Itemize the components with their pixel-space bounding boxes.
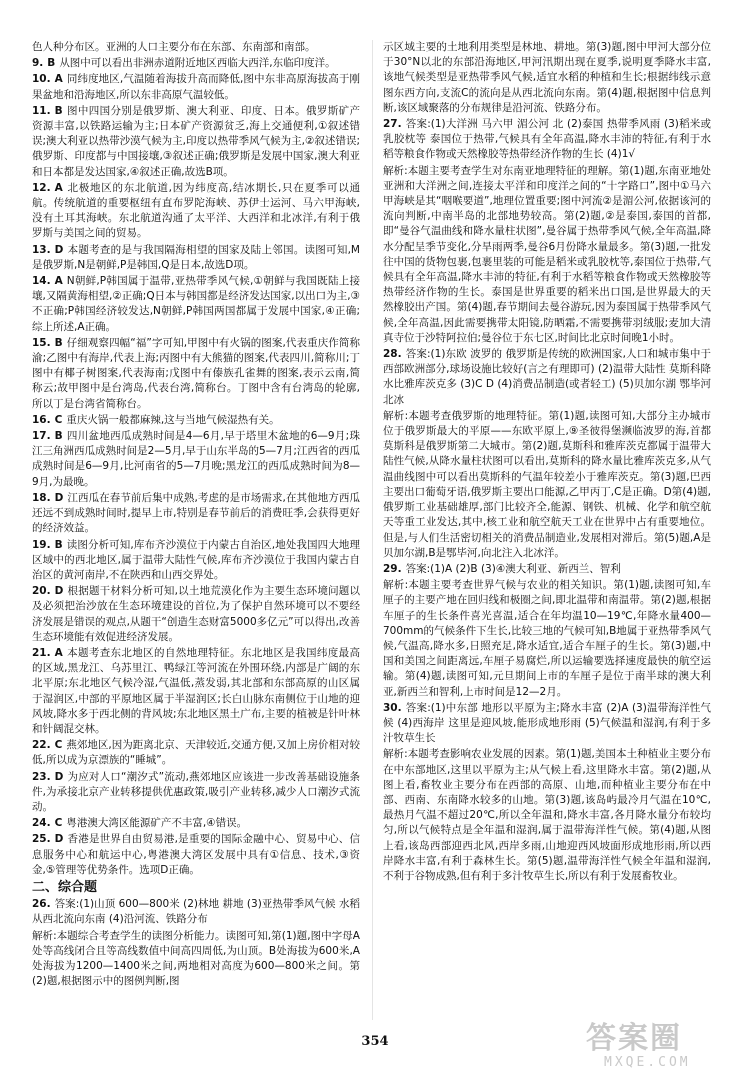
answer-item (32, 56, 360, 71)
question-number: 23. (32, 770, 51, 783)
answer-item (32, 897, 360, 927)
answer-choice: B (54, 538, 63, 551)
answer-item (383, 578, 711, 700)
answer-item (383, 409, 711, 561)
explanation-text: 解析:本题考查俄罗斯的地理特征。第(1)题,读图可知,大部分主办城市位于俄罗斯最大的平原——东欧平原上,⑨圣彼得堡濒临波罗的海,首都莫斯科是俄罗斯第二大城市。第(2)题,莫斯科和雅库茨克都属于温带大陆性气候,从降水量柱状图可以看出,莫斯科的降水量比雅库茨克多,从气温曲线图中可以看出莫斯科的气温年较差小于雅库茨克。第(3)题,巴西主要出口葡萄牙语,俄罗斯主要出口能源,乙甲丙丁,C是正确。D第(4)题,俄罗斯工业基础雄厚,部门比较齐全,能源、钢铁、机械、化学和航空航天等重工业发达,其中,核工业和航空航天工业在世界中占有重要地位。但是,与人们生活密切相关的消费品制造业,发展相对滞后。第(5)题,A是贝加尔湖,B是鄂毕河,向北注入北冰洋。 (383, 409, 711, 559)
answer-item (32, 72, 360, 102)
answer-item (32, 770, 360, 816)
explanation-text: 香港是世界自由贸易港,是重要的国际金融中心、贸易中心、信息服务中心和航运中心,粤港澳大湾区发展中具有①信息、技术,③资金,⑤管理等优势条件。选项D正确。 (32, 833, 360, 876)
explanation-text: 答案:(1)东欧 波罗的 俄罗斯是传统的欧洲国家,人口和城市集中于西部欧洲部分,球场设施比较好(言之有理即可) (2)温带大陆性 莫斯科降水比雅库茨克多 (3)C D (4)消费品制造(或者轻工) (5)贝加尔湖 鄂毕河 北冰 (383, 348, 711, 406)
question-number: 18. (32, 491, 51, 504)
answer-item (383, 347, 711, 408)
answer-item (32, 429, 360, 490)
answer-choice: C (54, 817, 63, 830)
explanation-text: 读图分析可知,库布齐沙漠位于内蒙古自治区,地处我国四大地理区域中的西北地区,属于温带大陆性气候,库布齐沙漠位于我国内蒙古自治区的黄河南岸,不在陕西和山西交界处。 (32, 538, 360, 581)
question-number: 26. (32, 898, 51, 911)
watermark-sub-text: MXQE.COM (604, 1055, 691, 1070)
question-number: 14. (32, 275, 51, 288)
answer-choice: A (54, 181, 63, 194)
answer-choice: C (54, 413, 63, 426)
question-number: 30. (383, 701, 402, 714)
watermark-main-text: 答案圈 (586, 1021, 682, 1056)
answer-item (32, 413, 360, 428)
explanation-text: 解析:本题主要考查世界气候与农业的相关知识。第(1)题,读图可知,车厘子的主要产地在回归线和极圈之间,即北温带和南温带。第(2)题,根据车厘子的生长条件喜光喜温,适合在年均温10—19℃,年降水量400—700mm的气候条件下生长,比较三地的气候可知,B地属于亚热带季风气候,气温高,降水多,日照充足,降水适宜,适合车厘子的生长。第(3)题,中国和美国之间距离远,车厘子易腐烂,所以运输要选择速度最快的航空运输。第(4)题,读图可知,元旦期间上市的车厘子是位于南半球的澳大利亚,新西兰和智利,上市时间是12—2月。 (383, 579, 711, 698)
answer-item (32, 584, 360, 645)
answer-choice: A (54, 73, 63, 86)
answer-item (32, 646, 360, 737)
answer-choice: D (54, 491, 64, 504)
answer-item (383, 747, 711, 884)
answer-item (32, 538, 360, 584)
section-heading: 二、综合题 (32, 879, 98, 895)
answer-item (32, 491, 360, 537)
explanation-text: 解析:本题考查影响农业发展的因素。第(1)题,美国本土种植业主要分布在中东部地区,这里以平原为主;从气候上看,这里降水丰富。第(2)题,从图上看,畜牧业主要分布在西部的高原、山地,而种植业主要分布在中部、西南、东南降水较多的山地。第(3)题,该岛屿最冷月气温在10℃,最热月气温不超过20℃,所以全年温和,降水丰富,各月降水量分布较均匀,所以气候特点是全年温和湿润,属于温带海洋性气候。第(4)题,从图上看,该岛西部迎西北风,西岸多雨,山地迎西风坡面形成地形雨,所以西岸降水丰富,有利于森林生长。第(5)题,温带海洋性气候全年温和湿润,不利于谷物成熟,但有利于多汁牧草生长,所以有利于发展畜牧业。 (383, 748, 711, 882)
answer-item (32, 832, 360, 878)
explanation-text: 答案:(1)山顶 600—800米 (2)林地 耕地 (3)亚热带季风气候 水稻 从西北流向东南 (4)沿河流、铁路分布 (32, 898, 360, 926)
explanation-text: 同纬度地区,气温随着海拔升高而降低,图中东非高原海拔高于刚果盆地和沿海地区,所以东非高原气温较低。 (32, 73, 360, 101)
question-number: 13. (32, 243, 51, 256)
explanation-text: 燕郊地区,因为距离北京、天津较近,交通方便,又加上房价相对较低,所以成为京漂族的“睡城”。 (32, 739, 360, 767)
answer-choice: B (54, 336, 63, 349)
answer-item (32, 738, 360, 768)
answer-choice: D (54, 833, 64, 846)
question-number: 15. (32, 336, 51, 349)
question-number: 17. (32, 430, 51, 443)
watermark-logo (586, 1022, 738, 1072)
answer-choice: B (54, 104, 63, 117)
question-number: 28. (383, 348, 402, 361)
left-column (32, 40, 360, 990)
question-number: 19. (32, 538, 51, 551)
explanation-text: 江西瓜在春节前后集中成熟,考虑的是市场需求,在其他地方西瓜还远不到成熟时间时,提早上市,特别是春节前后的消费旺季,会获得更好的经济效益。 (32, 491, 360, 535)
answer-choice: D (54, 243, 64, 256)
question-number: 11. (32, 104, 51, 117)
explanation-text: 答案:(1)大洋洲 马六甲 湄公河 北 (2)泰国 热带季风雨 (3)稻米或乳胶枕等 泰国位于热带,气候具有全年高温,降水丰沛的特征,有利于水稻等粮食作物或天然橡胶等热带经济作物的生长 (4)1√ (383, 118, 711, 161)
explanation-text: 本题考查东北地区的自然地理特征。东北地区是我国纬度最高的区域,黑龙江、乌苏里江、鸭绿江等河流在外围环绕,内部是广阔的东北平原;东北地区气候冷湿,气温低,蒸发弱,其北部和东部高原的山区属于湿润区,中部的平原地区属于半湿润区;长白山脉东南侧位于山地的迎风坡,降水多于西北侧的背风坡;东北地区黑土广布,主要的植被是针叶林和针阔混交林。 (32, 646, 360, 735)
explanation-text: 本题考查的是与我国隔海相望的国家及陆上邻国。读图可知,M是俄罗斯,N是朝鲜,P是韩国,Q是日本,故选D项。 (32, 243, 360, 271)
question-number: 22. (32, 739, 51, 752)
explanation-text: 从图中可以看出非洲赤道附近地区西临大西洋,东临印度洋。 (59, 57, 336, 70)
explanation-text: 解析:本题综合考查学生的读图分析能力。读图可知,第(1)题,图中字母A处等高线闭合且等高线数值中间高四周低,为山顶。B处海拔为600米,A处海拔为1200—1400米之间,两地相对高度为600—800米之间。第(2)题,根据图示中的图例判断,图 (32, 929, 360, 988)
question-number: 25. (32, 833, 51, 846)
question-number: 29. (383, 562, 402, 575)
answer-item (32, 929, 360, 990)
question-number: 10. (32, 73, 51, 86)
answer-item (32, 104, 360, 180)
explanation-text: 色人种分布区。亚洲的人口主要分布在东部、东南部和南部。 (32, 41, 316, 53)
explanation-text: 四川盆地西瓜成熟时间是4—6月,早于塔里木盆地的6—9月;珠江三角洲西瓜成熟时间是2—5月,早于山东半岛的5—7月;江西省的西瓜成熟时间是6—9月,比河南省的5—7月晚;黑龙江的西瓜成熟时间为8—9月,为最晚。 (32, 430, 360, 488)
question-number: 12. (32, 181, 51, 194)
answer-choice: B (54, 430, 63, 443)
explanation-text: 解析:本题主要考查学生对东南亚地理特征的理解。第(1)题,东南亚地处亚洲和大洋洲之间,连接太平洋和印度洋之间的“十字路口”,图中①马六甲海峡是其“咽喉要道”,地理位置重要;图中河流②是湄公河,依据该河的流向判断,中南半岛的北部地势较高。第(2)题,②是泰国,泰国的首都,即“曼谷气温曲线和降水量柱状图”,曼谷属于热带季风气候,全年高温,降水分配呈季节变化,分旱雨两季,曼谷6月份降水量最多。第(3)题,一批发往中国的货物包裹,包裹里装的可能是稻米或乳胶枕等,泰国位于热带,气候具有全年高温,降水丰沛的特征,有利于水稻等粮食作物或天然橡胶等热带经济作物的生长。泰国是世界重要的稻米出口国,是世界最大的天然橡胶出产国。第(4)题,春节期间去曼谷游玩,因为泰国属于热带季风气候,全年高温,因此需要携带太阳镜,防晒霜,不需要携带羽绒服;麦加大清真寺位于沙特阿拉伯;曼谷位于东七区,时间比北京时间晚1小时。 (383, 164, 711, 344)
question-number: 27. (383, 118, 402, 131)
answer-choice: D (54, 585, 64, 598)
explanation-text: 仔细观察四幅“福”字可知,甲图中有火锅的图案,代表重庆作简称渝;乙图中有海岸,代表上海;丙图中有大熊猫的图案,代表四川,简称川;丁图中有椰子树图案,代表海南;戊图中有傣族孔雀舞的图案,表示云南,简称云;故甲图中是台湾岛,代表台湾,简称台。丁图中含有台湾岛的轮廓,所以丁是台湾省简称台。 (32, 336, 360, 410)
column-divider (372, 40, 373, 1020)
explanation-text: 答案:(1)中东部 地形以平原为主;降水丰富 (2)A (3)温带海洋性气候 (4)西海岸 这里是迎风坡,能形成地形雨 (5)气候温和湿润,有利于多汁牧草生长 (383, 701, 711, 745)
question-number: 9. (32, 57, 44, 70)
explanation-text: 示区域主要的土地利用类型是林地、耕地。第(3)题,图中甲河大部分位于30°N以北的东部沿海地区,甲河汛期出现在夏季,说明夏季降水丰富,该地气候类型是亚热带季风气候,适宜水稻的种植和生长;根据纬线示意图东西方向,支流C的流向是从西北流向东南。第(4)题,根据图中信息判断,该区域聚落的分布规律是沿河流、铁路分布。 (383, 41, 711, 114)
question-number: 24. (32, 817, 51, 830)
answer-item (32, 816, 360, 831)
explanation-text: 北极地区的东北航道,因为纬度高,结冰期长,只在夏季可以通航。传统航道的重要枢纽有直布罗陀海峡、苏伊士运河、马六甲海峡,没有土耳其海峡。东北航道沟通了太平洋、大西洋和北冰洋,有利于俄罗斯与美国之间的贸易。 (32, 181, 360, 240)
answer-item (383, 701, 711, 747)
answer-choice: C (54, 739, 63, 752)
answer-choice: B (47, 57, 56, 70)
answer-item (32, 243, 360, 273)
answer-choice: A (54, 275, 63, 288)
explanation-text: 答案:(1)A (2)B (3)④澳大利亚、新西兰、智利 (405, 562, 621, 575)
answer-item (383, 117, 711, 163)
explanation-text: N朝鲜,P韩国属于温带,亚热带季风气候,①朝鲜与我国既陆上接壤,又隔黄海相望,②正确;Q日本与韩国都是经济发达国家,以出口为主,③不正确;P韩国经济较发达,N朝鲜,P韩国两国都属于发展中国家,④正确;综上所述,A正确。 (32, 275, 360, 333)
explanation-text: 粤港澳大湾区能源矿产不丰富,④错误。 (66, 817, 248, 830)
question-number: 16. (32, 413, 51, 426)
answer-choice: D (54, 770, 64, 783)
explanation-text: 根据题干材料分析可知,以土地荒漠化作为主要生态环境问题以及必须把治沙放在生态环境建设的首位,为了保护自然环境可以不要经济发展是错误的观点,从题干“创造生态财富5000多亿元”可以得出,改善生态环境能有效促进经济发展。 (32, 585, 360, 643)
explanation-text: 重庆火锅一般都麻辣,这与当地气候湿热有关。 (66, 413, 280, 426)
page-number: 354 (361, 1034, 389, 1049)
question-number: 21. (32, 646, 51, 659)
answer-item (383, 164, 711, 346)
answer-item (383, 40, 711, 116)
answer-choice: A (54, 646, 63, 659)
answer-item (32, 336, 360, 412)
answer-item (32, 274, 360, 335)
question-number: 20. (32, 585, 51, 598)
explanation-text: 图中四国分别是俄罗斯、澳大利亚、印度、日本。俄罗斯矿产资源丰富,以铁路运输为主;日本矿产资源贫乏,海上交通便利,①叙述错误;澳大利亚以热带沙漠气候为主,印度以热带季风气候为主,②叙述错误;俄罗斯、印度都与中国接壤,③叙述正确;俄罗斯是发展中国家,澳大利亚和日本都是发达国家,④叙述正确,故选B项。 (32, 104, 360, 178)
answer-item (32, 40, 360, 55)
answer-item (32, 181, 360, 242)
right-column (383, 40, 711, 885)
explanation-text: 为应对人口“潮汐式”流动,燕郊地区应该进一步改善基础设施条件,为承接北京产业转移提供优惠政策,吸引产业转移,减少人口潮汐式流动。 (32, 770, 360, 813)
answer-item (383, 562, 711, 577)
